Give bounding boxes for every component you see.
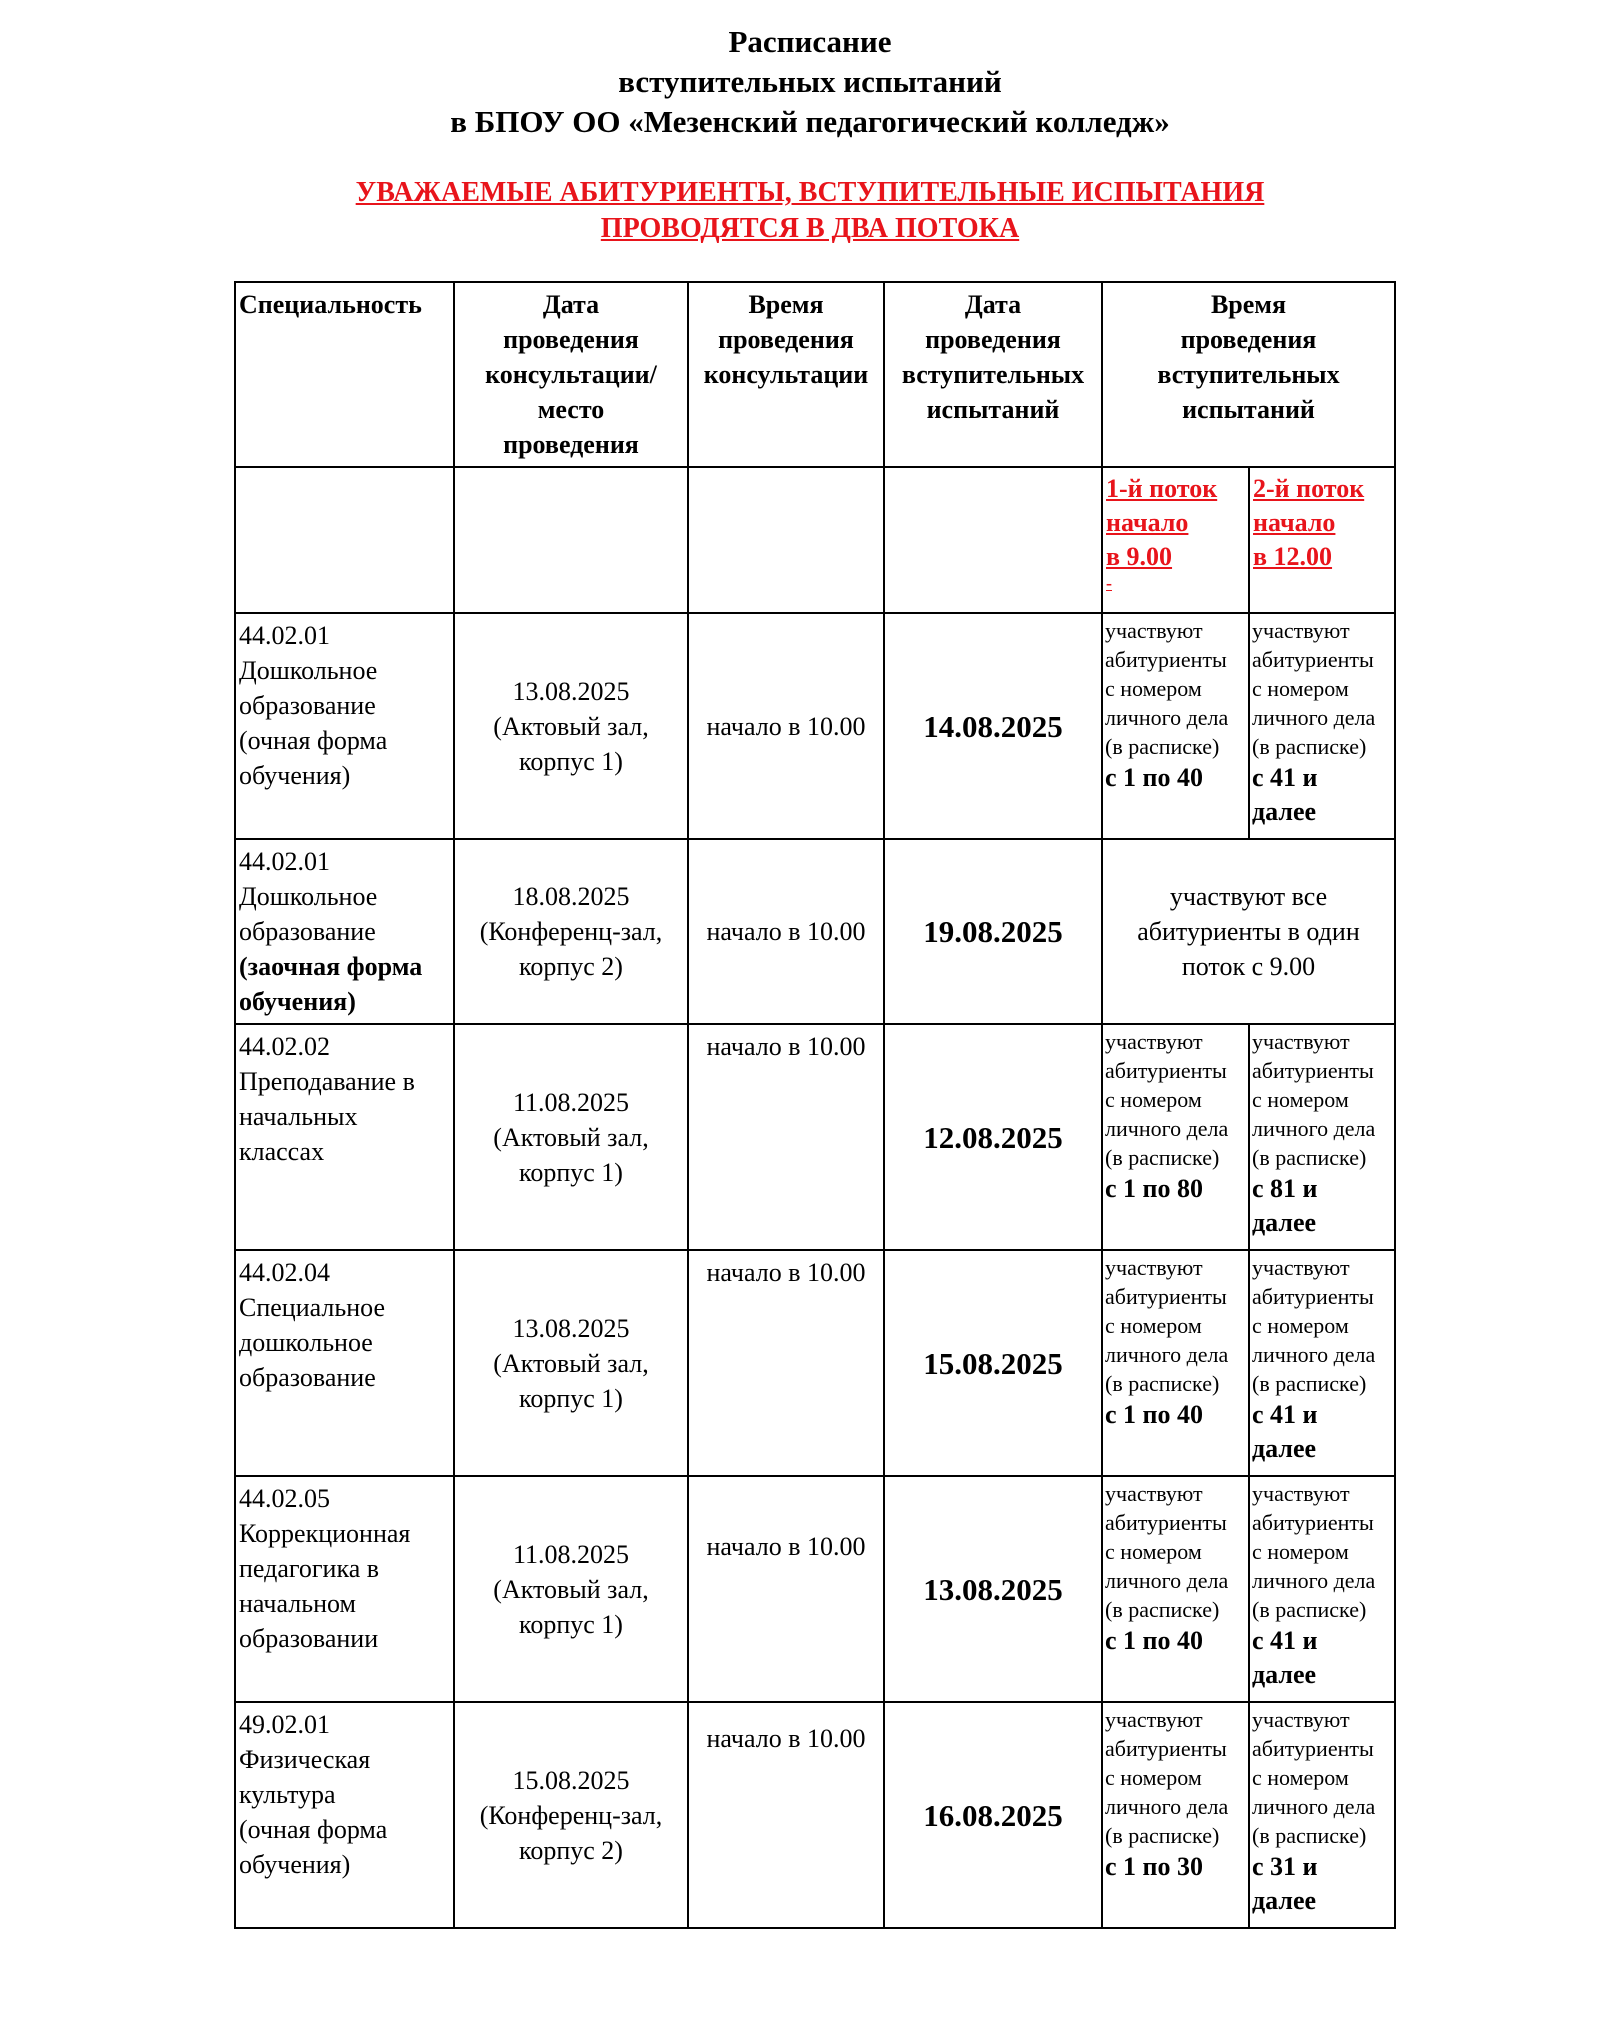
specialty-name: Дошкольное образование (239, 882, 378, 946)
consult-date-cell: 18.08.2025 (Конференц-зал, корпус 2) (454, 839, 688, 1024)
stream-info-text: участвуют абитуриенты с номером личного дела (в расписке) (1252, 1029, 1376, 1170)
stream-first-info (1102, 1024, 1249, 1250)
consult-time-cell: начало в 10.00 (688, 1250, 884, 1476)
stream-second-info (1249, 613, 1395, 839)
consult-date-cell: 15.08.2025 (Конференц-зал, корпус 2) (454, 1702, 688, 1928)
title-line-3: в БПОУ ОО «Мезенский педагогический колледж» (450, 104, 1170, 139)
stream-info-text: участвуют абитуриенты с номером личного дела (в расписке) (1252, 1481, 1376, 1622)
consult-date-cell: 13.08.2025 (Актовый зал, корпус 1) (454, 613, 688, 839)
consult-time-cell: начало в 10.00 (688, 1024, 884, 1250)
document-title (0, 22, 1620, 142)
stream-info-text: участвуют абитуриенты с номером личного дела (в расписке) (1105, 1029, 1229, 1170)
table-row (235, 613, 1395, 839)
consult-time-cell: начало в 10.00 (688, 1702, 884, 1928)
stream-first-info (1102, 1476, 1249, 1702)
empty-cell (688, 467, 884, 613)
specialty-code: 44.02.05 (239, 1484, 330, 1513)
specialty-cell (235, 1476, 454, 1702)
stream-info-text: участвуют абитуриенты с номером личного дела (в расписке) (1105, 618, 1229, 759)
specialty-name: Коррекционная педагогика в начальном образовании (239, 1519, 411, 1653)
stream-range: с 41 и далее (1252, 1626, 1318, 1689)
specialty-cell (235, 1702, 454, 1928)
exam-date-cell: 15.08.2025 (884, 1250, 1102, 1476)
stream-info-text: участвуют абитуриенты с номером личного дела (в расписке) (1105, 1707, 1229, 1848)
empty-cell (235, 467, 454, 613)
stream-range: с 1 по 40 (1105, 1626, 1204, 1655)
stream-info-text: участвуют абитуриенты с номером личного дела (в расписке) (1252, 1707, 1376, 1848)
stream-info-text: участвуют абитуриенты с номером личного дела (в расписке) (1105, 1255, 1229, 1396)
stream-second-info (1249, 1702, 1395, 1928)
notice-line-1: УВАЖАЕМЫЕ АБИТУРИЕНТЫ, ВСТУПИТЕЛЬНЫЕ ИСПЫТАНИЯ (355, 177, 1265, 208)
stream-second-label: 2-й поток начало в 12.00 (1253, 474, 1365, 571)
consult-time-cell: начало в 10.00 (688, 839, 884, 1024)
title-line-2: вступительных испытаний (618, 64, 1002, 99)
table-row (235, 1476, 1395, 1702)
specialty-code: 44.02.02 (239, 1032, 330, 1061)
stream-first-info (1102, 613, 1249, 839)
title-line-1: Расписание (728, 24, 892, 59)
notice-line-2: ПРОВОДЯТСЯ В ДВА ПОТОКА (600, 213, 1020, 244)
schedule-table (234, 281, 1396, 1929)
stream-range: с 1 по 80 (1105, 1174, 1204, 1203)
table-row (235, 1702, 1395, 1928)
exam-date-cell: 16.08.2025 (884, 1702, 1102, 1928)
consult-date-cell: 11.08.2025 (Актовый зал, корпус 1) (454, 1024, 688, 1250)
specialty-code: 49.02.01 (239, 1710, 330, 1739)
consult-date-cell: 13.08.2025 (Актовый зал, корпус 1) (454, 1250, 688, 1476)
stream-second-info (1249, 1476, 1395, 1702)
stream-first-mark: - (1106, 573, 1112, 593)
stream-info-text: участвуют абитуриенты с номером личного дела (в расписке) (1105, 1481, 1229, 1622)
notice-banner (0, 175, 1620, 247)
consult-time-cell: начало в 10.00 (688, 613, 884, 839)
header-exam-date: Дата проведения вступительных испытаний (884, 282, 1102, 467)
stream-second-info (1249, 1250, 1395, 1476)
stream-row (235, 467, 1395, 613)
stream-info-text: участвуют абитуриенты с номером личного дела (в расписке) (1252, 1255, 1376, 1396)
stream-all-info: участвуют все абитуриенты в один поток с 9.00 (1102, 839, 1395, 1024)
specialty-name: Физическая культура (очная форма обучения) (239, 1745, 388, 1879)
exam-date-cell: 14.08.2025 (884, 613, 1102, 839)
stream-range: с 1 по 40 (1105, 763, 1204, 792)
stream-range: с 41 и далее (1252, 763, 1318, 826)
stream-range: с 1 по 30 (1105, 1852, 1204, 1881)
header-specialty: Специальность (235, 282, 454, 467)
stream-first-info (1102, 1250, 1249, 1476)
table-row (235, 1024, 1395, 1250)
stream-first-info (1102, 1702, 1249, 1928)
specialty-code: 44.02.01 (239, 621, 330, 650)
stream-range: с 1 по 40 (1105, 1400, 1204, 1429)
stream-second-info (1249, 1024, 1395, 1250)
exam-date-cell: 13.08.2025 (884, 1476, 1102, 1702)
stream-range: с 31 и далее (1252, 1852, 1318, 1915)
empty-cell (454, 467, 688, 613)
exam-date-cell: 19.08.2025 (884, 839, 1102, 1024)
table-row (235, 839, 1395, 1024)
specialty-cell (235, 613, 454, 839)
header-consult-date: Дата проведения консультации/ место проведения (454, 282, 688, 467)
specialty-cell (235, 1024, 454, 1250)
specialty-name: Дошкольное образование (очная форма обучения) (239, 656, 388, 790)
specialty-name: Специальное дошкольное образование (239, 1293, 385, 1392)
stream-first-label: 1-й поток начало в 9.00 (1106, 474, 1218, 571)
specialty-code: 44.02.04 (239, 1258, 330, 1287)
stream-info-text: участвуют абитуриенты с номером личного дела (в расписке) (1252, 618, 1376, 759)
specialty-cell (235, 1250, 454, 1476)
specialty-cell (235, 839, 454, 1024)
exam-date-cell: 12.08.2025 (884, 1024, 1102, 1250)
header-consult-time: Время проведения консультации (688, 282, 884, 467)
stream-first-cell (1102, 467, 1249, 613)
consult-time-cell: начало в 10.00 (688, 1476, 884, 1702)
empty-cell (884, 467, 1102, 613)
consult-date-cell: 11.08.2025 (Актовый зал, корпус 1) (454, 1476, 688, 1702)
table-row (235, 1250, 1395, 1476)
stream-range: с 41 и далее (1252, 1400, 1318, 1463)
header-exam-time: Время проведения вступительных испытаний (1102, 282, 1395, 467)
specialty-name: Преподавание в начальных классах (239, 1067, 415, 1166)
header-row (235, 282, 1395, 467)
stream-second-cell (1249, 467, 1395, 613)
specialty-form: (заочная форма обучения) (239, 952, 423, 1016)
specialty-code: 44.02.01 (239, 847, 330, 876)
stream-range: с 81 и далее (1252, 1174, 1318, 1237)
